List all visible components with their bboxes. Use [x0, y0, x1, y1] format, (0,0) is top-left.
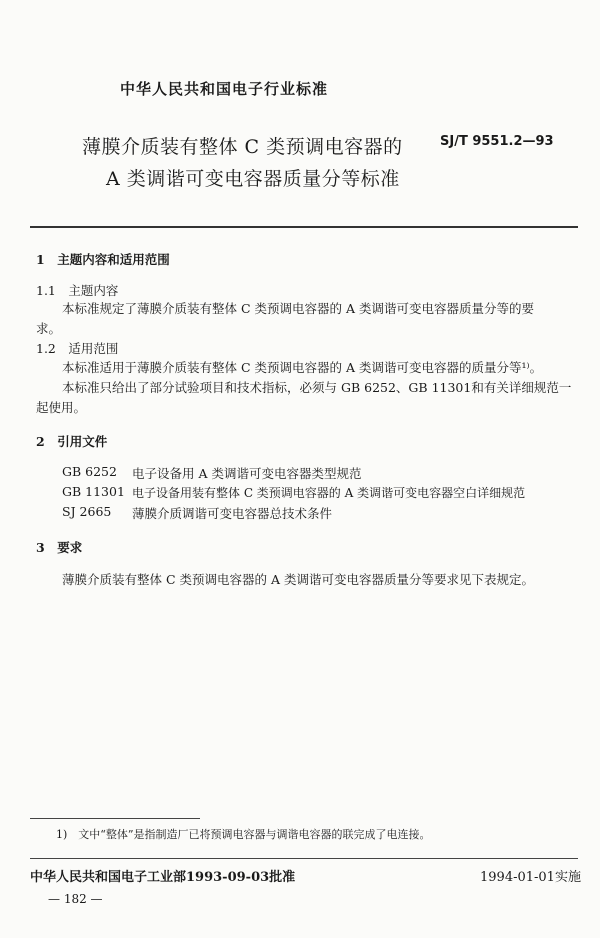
section-1-2-paragraph-line3: 起使用。 — [36, 400, 87, 415]
page-number: — 182 — — [48, 892, 103, 906]
footnote-divider — [30, 818, 200, 819]
reference-title: 电子设备用 A 类调谐可变电容器类型规范 — [132, 466, 362, 481]
header-divider — [30, 226, 578, 228]
effective-date: 1994-01-01实施 — [480, 870, 581, 885]
standard-code: SJ/T 9551.2—93 — [440, 134, 554, 149]
document-title-line2: A 类调谐可变电容器质量分等标准 — [106, 168, 400, 190]
section-1-1-paragraph-line2: 求。 — [36, 321, 62, 336]
footer-divider — [30, 858, 578, 859]
org-standard-heading: 中华人民共和国电子行业标准 — [120, 80, 329, 98]
section-1-heading: 1 主题内容和适用范围 — [36, 252, 170, 267]
reference-code: SJ 2665 — [62, 504, 112, 519]
section-3-paragraph: 薄膜介质装有整体 C 类预调电容器的 A 类调谐可变电容器质量分等要求见下表规定。 — [62, 572, 534, 587]
approval-text: 中华人民共和国电子工业部1993-09-03批准 — [30, 870, 296, 885]
reference-title: 电子设备用装有整体 C 类预调电容器的 A 类调谐可变电容器空白详细规范 — [132, 486, 526, 500]
section-1-2-heading: 1.2 适用范围 — [36, 341, 119, 356]
section-3-heading: 3 要求 — [36, 540, 83, 555]
section-1-2-paragraph-line1: 本标准适用于薄膜介质装有整体 C 类预调电容器的 A 类调谐可变电容器的质量分等¹⁾。 — [62, 360, 543, 375]
section-1-2-paragraph-line2: 本标准只给出了部分试验项目和技术指标，必须与 GB 6252、GB 11301和有关详细规范一 — [62, 380, 572, 395]
reference-title: 薄膜介质调谐可变电容器总技术条件 — [132, 506, 333, 521]
reference-code: GB 6252 — [62, 464, 117, 479]
section-1-1-heading: 1.1 主题内容 — [36, 283, 119, 298]
section-1-1-paragraph-line1: 本标准规定了薄膜介质装有整体 C 类预调电容器的 A 类调谐可变电容器质量分等的要 — [62, 301, 534, 316]
section-2-heading: 2 引用文件 — [36, 434, 108, 449]
footnote: 1) 文中“整体”是指制造厂已将预调电容器与调谐电容器的联完成了电连接。 — [56, 828, 431, 841]
reference-code: GB 11301 — [62, 484, 125, 499]
document-title-line1: 薄膜介质装有整体 C 类预调电容器的 — [82, 136, 403, 158]
